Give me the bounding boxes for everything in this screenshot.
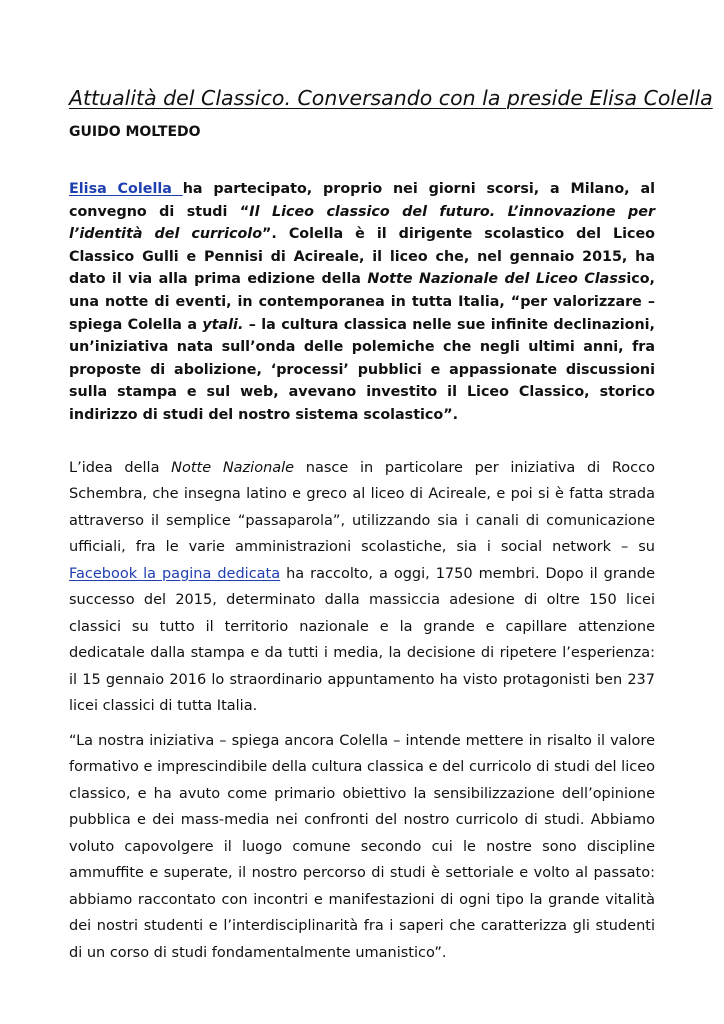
lead-italic-convegno: Il Liceo classico del futuro. L’innovazione per l’identità del curricolo xyxy=(69,203,655,243)
body-paragraph-2: “La nostra iniziativa – spiega ancora Colella – intende mettere in risalto il valore formativo e imprescindibile della cultura classica e del curricolo di studi del liceo classico, e ha avuto come primario obiettivo la sensibilizzazione dell’opinione pubblica e dei mass-media nei confronti del nostro curricolo di studi. Abbiamo voluto capovolgere il luogo comune secondo cui le nostre sono discipline ammuffite e superate, il nostro percorso di studi è settoriale e volto al passato: abbiamo raccontato con incontri e manifestazioni di ogni tipo la grande vitalità dei nostri studenti e l’interdisciplinarità fra i saperi che caratterizza gli studenti di un corso di studi fondamentalmente umanistico”. xyxy=(69,732,655,961)
lead-text-1: ha partecipato, proprio nei giorni scorsi, a Milano, al convegno di studi “ xyxy=(69,181,655,220)
article-author: GUIDO MOLTEDO xyxy=(69,124,201,140)
body-paragraph-1 xyxy=(69,455,655,720)
lead-paragraph xyxy=(69,178,655,427)
p1-text-2: nasce in particolare per iniziativa di Rocco Schembra, che insegna latino e greco al liceo di Acireale, e poi si è fatta strada attraverso il semplice “passaparola”, utilizzando sia i canali di comunicazione ufficiali, fra le varie amministrazioni scolastiche, sia i social network – su xyxy=(69,459,655,556)
lead-text-4: – la cultura classica nelle sue infinite declinazioni, un’iniziativa nata sull’onda delle polemiche che negli ultimi anni, fra proposte di abolizione, ‘processi’ pubblici e appassionate discussioni sulla stampa e sul web, avevano investito il Liceo Classico, storico indirizzo di studi del nostro sistema scolastico”. xyxy=(69,316,655,423)
elisa-colella-link[interactable]: Elisa Colella xyxy=(69,181,183,197)
facebook-page-link[interactable]: Facebook la pagina dedicata xyxy=(69,565,281,582)
lead-italic-notte: Notte Nazionale del Liceo Class xyxy=(367,271,627,288)
p1-text-3: ha raccolto, a oggi, 1750 membri. Dopo il grande successo del 2015, determinato dalla massiccia adesione di oltre 150 licei classici su tutto il territorio nazionale e la grande e capillare attenzione dedicatale dalla stampa e da tutti i media, la decisione di ripetere l’esperienza: il 15 gennaio 2016 lo straordinario appuntamento ha visto protagonisti ben 237 licei classici di tutta Italia. xyxy=(69,565,655,715)
lead-text-3: ico, una notte di eventi, in contemporanea in tutta Italia, “per valorizzare – spiega Colella a xyxy=(69,271,655,333)
p1-italic-notte: Notte Nazionale xyxy=(171,459,295,476)
lead-italic-ytali: ytali. xyxy=(202,316,244,333)
article-title: Attualità del Classico. Conversando con la preside Elisa Colella xyxy=(69,86,713,110)
p1-text-1: L’idea della xyxy=(69,459,172,476)
lead-text-2: ”. Colella è il dirigente scolastico del Liceo Classico Gulli e Pennisi di Acireale, il liceo che, nel gennaio 2015, ha dato il via alla prima edizione della xyxy=(69,226,655,288)
